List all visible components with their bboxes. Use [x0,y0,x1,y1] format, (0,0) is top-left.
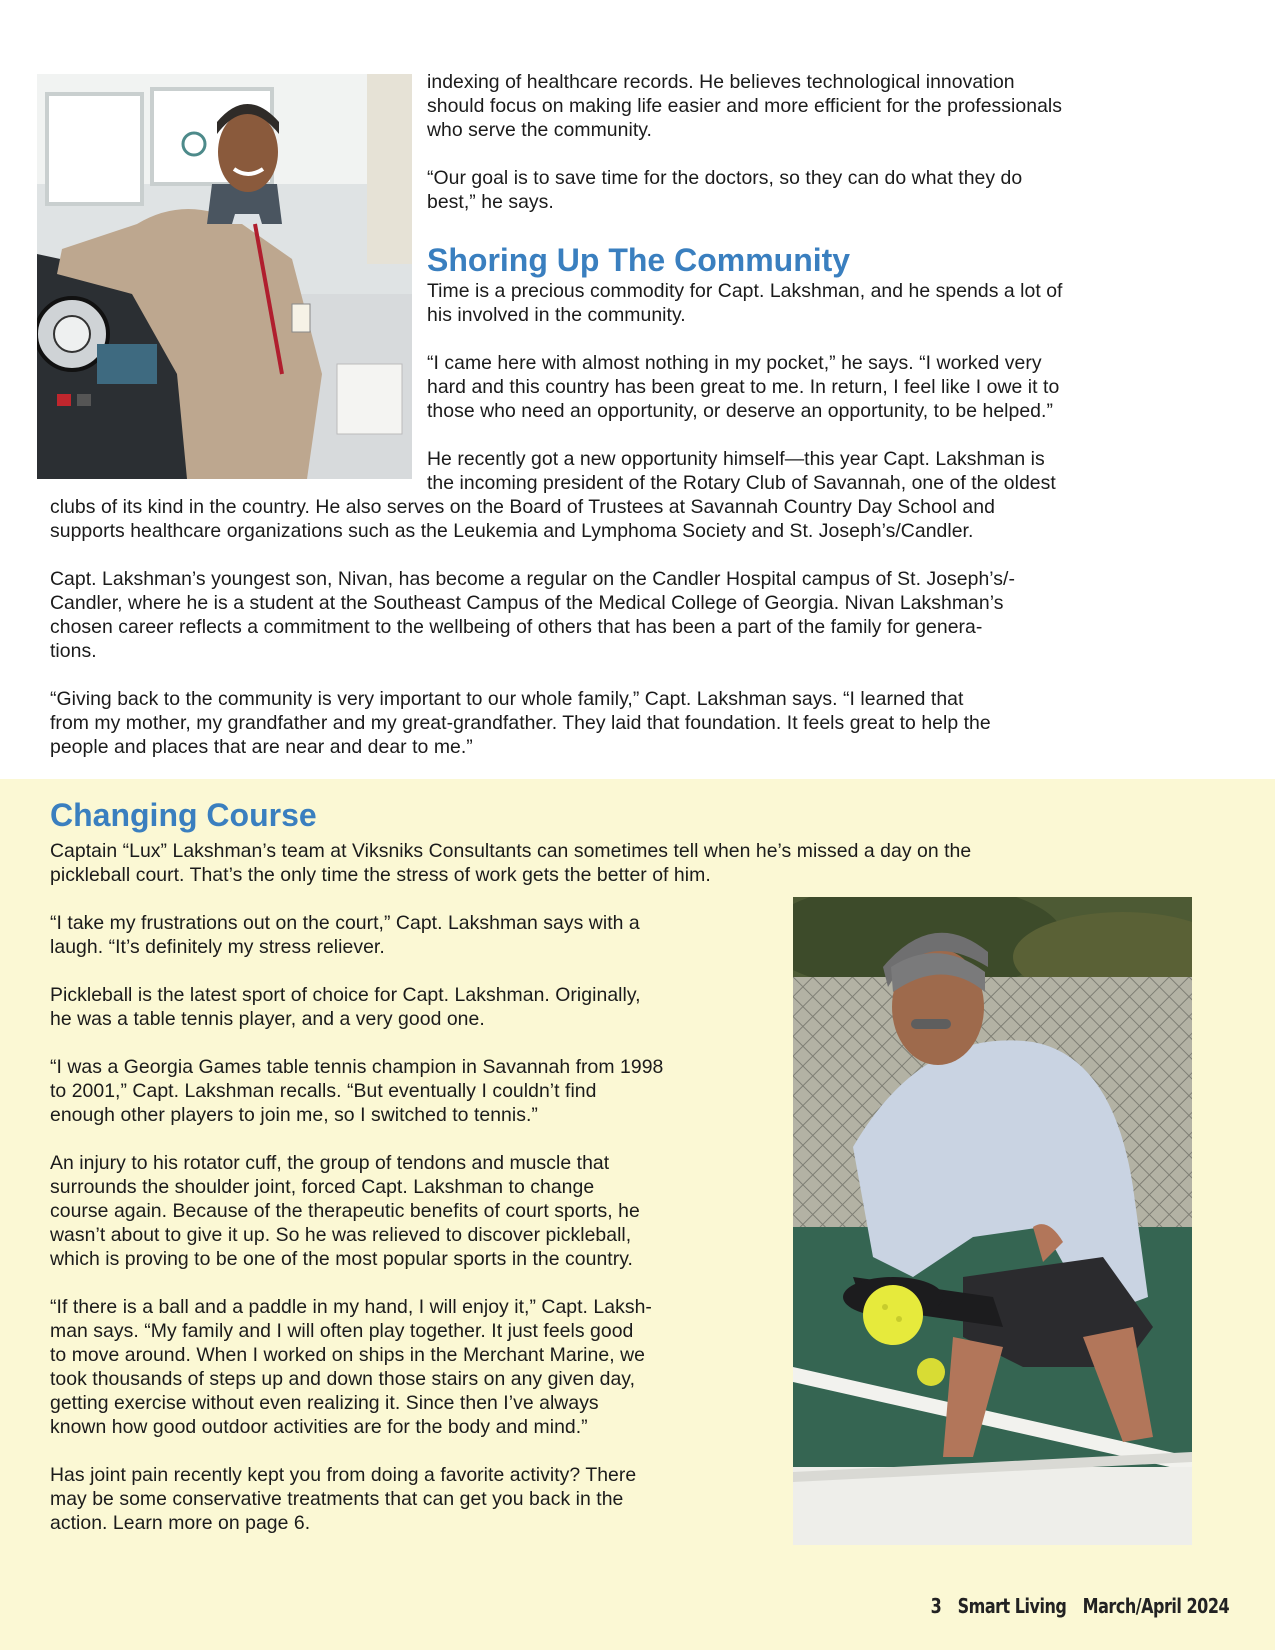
text-line: took thousands of steps up and down those stairs on any given day, [50,1368,636,1390]
text-line: He recently got a new opportunity himself—this year Capt. Lakshman is [427,448,1045,470]
paddle-quote-paragraph [50,1295,652,1439]
text-line: from my mother, my grandfather and my great-grandfather. They laid that foundation. It feels great to help the [50,712,991,734]
text-line: which is proving to be one of the most popular sports in the country. [50,1248,633,1270]
text-line: laugh. “It’s definitely my stress reliever. [50,936,385,958]
page-number: 3 [930,1594,942,1618]
pocket-quote-paragraph [427,351,1059,423]
text-line: known how good outdoor activities are for the body and mind.” [50,1416,588,1438]
text-line: “I was a Georgia Games table tennis champion in Savannah from 1998 [50,1056,664,1078]
text-line: who serve the community. [427,119,652,141]
text-line: “Giving back to the community is very important to our whole family,” Capt. Lakshman says. “I learned that [50,688,964,710]
text-line: pickleball court. That’s the only time the stress of work gets the better of him. [50,864,711,886]
page-footer [919,1594,1229,1618]
text-line: Time is a precious commodity for Capt. Lakshman, and he spends a lot of [427,280,1063,302]
text-line: clubs of its kind in the country. He also serves on the Board of Trustees at Savannah Country Day School and [50,496,995,518]
text-line: may be some conservative treatments that can get you back in the [50,1488,624,1510]
text-line: Pickleball is the latest sport of choice for Capt. Lakshman. Originally, [50,984,641,1006]
text-line: getting exercise without even realizing it. Since then I’ve always [50,1392,599,1414]
nivan-paragraph [50,567,1015,663]
intro-paragraph [427,70,1062,142]
text-line: “If there is a ball and a paddle in my hand, I will enjoy it,” Capt. Laksh- [50,1296,652,1318]
text-line: enough other players to join me, so I switched to tennis.” [50,1104,538,1126]
text-line: indexing of healthcare records. He believes technological innovation [427,71,1015,93]
frustrations-paragraph [50,911,640,959]
text-line: Candler, where he is a student at the Southeast Campus of the Medical College of Georgia. Nivan Lakshman’s [50,592,1004,614]
text-line: action. Learn more on page 6. [50,1512,311,1534]
text-line: tions. [50,640,97,662]
injury-paragraph [50,1151,640,1271]
text-line: Has joint pain recently kept you from doing a favorite activity? There [50,1464,637,1486]
ship-bridge-photo [37,74,412,479]
text-line: supports healthcare organizations such as the Leukemia and Lymphoma Society and St. Joseph’s/Candler. [50,520,974,542]
joint-pain-paragraph [50,1463,636,1535]
quote-paragraph [427,166,1022,214]
lux-paragraph [50,839,971,887]
text-line: he was a table tennis player, and a very good one. [50,1008,485,1030]
giving-back-paragraph [50,687,991,759]
text-line: those who need an opportunity, or deserve an opportunity, to be helped.” [427,400,1053,422]
text-line: Captain “Lux” Lakshman’s team at Viksniks Consultants can sometimes tell when he’s missed a day on the [50,840,972,862]
pickleball-photo [793,897,1192,1545]
publication-name: Smart Living [957,1594,1067,1618]
text-line: should focus on making life easier and more efficient for the professionals [427,95,1063,117]
text-line: Capt. Lakshman’s youngest son, Nivan, has become a regular on the Candler Hospital campus of St. Joseph’s/- [50,568,1015,590]
section-heading-changing-course: Changing Course [50,797,317,833]
text-line: the incoming president of the Rotary Club of Savannah, one of the oldest [427,472,1056,494]
text-line: wasn’t about to give it up. So he was relieved to discover pickleball, [50,1224,632,1246]
text-line: surrounds the shoulder joint, forced Capt. Lakshman to change [50,1176,595,1198]
text-line: to move around. When I worked on ships in the Merchant Marine, we [50,1344,645,1366]
text-line: man says. “My family and I will often play together. It just feels good [50,1320,634,1342]
table-tennis-paragraph [50,1055,663,1127]
text-line: people and places that are near and dear to me.” [50,736,473,758]
pickleball-intro-paragraph [50,983,641,1031]
text-line: hard and this country has been great to me. In return, I feel like I owe it to [427,376,1060,398]
text-line: best,” he says. [427,191,554,213]
issue-date: March/April 2024 [1082,1594,1229,1618]
community-paragraph [427,279,1063,327]
text-line: An injury to his rotator cuff, the group of tendons and muscle that [50,1152,610,1174]
text-line: course again. Because of the therapeutic benefits of court sports, he [50,1200,640,1222]
text-line: his involved in the community. [427,304,686,326]
text-line: “I came here with almost nothing in my pocket,” he says. “I worked very [427,352,1042,374]
text-line: to 2001,” Capt. Lakshman recalls. “But eventually I couldn’t find [50,1080,597,1102]
text-line: chosen career reflects a commitment to the wellbeing of others that has been a part of the family for genera- [50,616,983,638]
text-line: “I take my frustrations out on the court,” Capt. Lakshman says with a [50,912,640,934]
rotary-paragraph [50,447,1056,543]
section-heading-community: Shoring Up The Community [427,242,851,278]
text-line: “Our goal is to save time for the doctors, so they can do what they do [427,167,1023,189]
